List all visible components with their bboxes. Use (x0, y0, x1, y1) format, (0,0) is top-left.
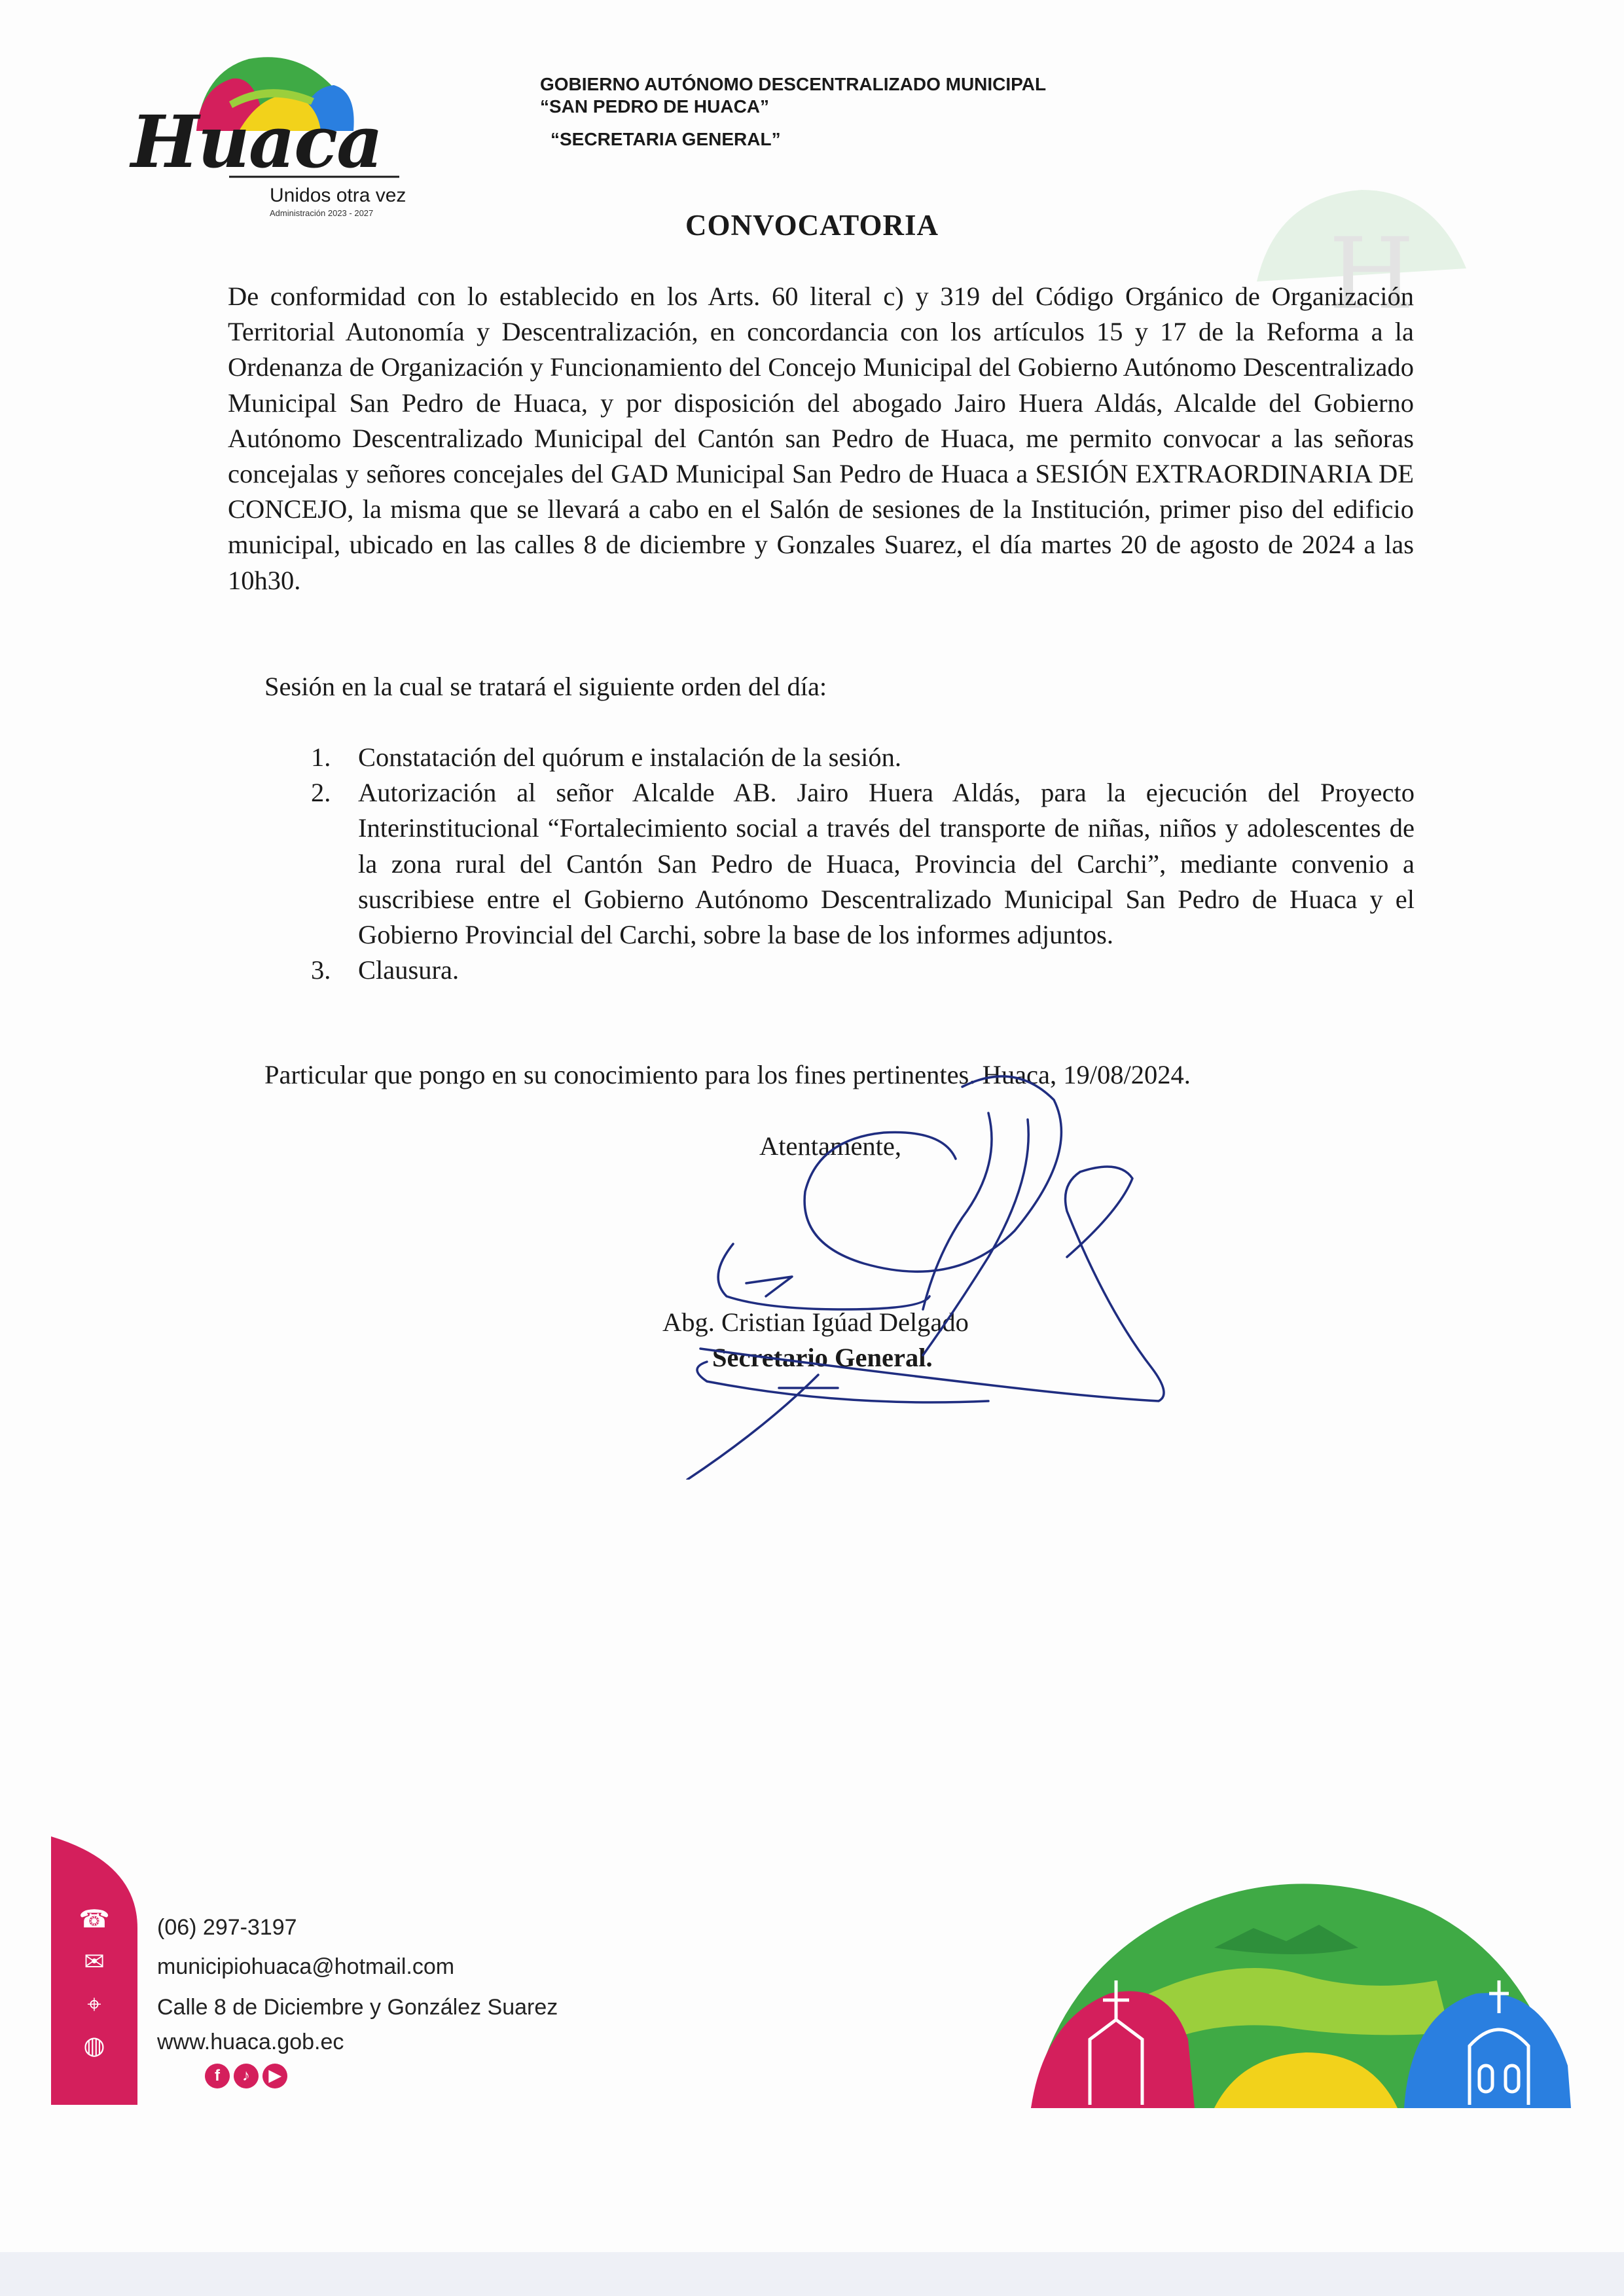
closing-line: Particular que pongo en su conocimiento para los fines pertinentes. Huaca, 19/08/2024. (264, 1060, 1191, 1089)
header-line-1: GOBIERNO AUTÓNOMO DESCENTRALIZADO MUNICIPAL (540, 74, 1047, 94)
header-institution (540, 73, 1046, 151)
header-line-2: “SAN PEDRO DE HUACA” (540, 96, 770, 117)
phone-icon: ☎ (79, 1904, 110, 1933)
globe-icon: ◍ (83, 2031, 105, 2060)
huaca-logo (124, 52, 412, 229)
logo-admin: Administración 2023 - 2027 (270, 208, 374, 218)
signer-title: Secretario General. (712, 1343, 933, 1372)
youtube-icon[interactable]: ▶ (262, 2064, 287, 2088)
agenda-list (0, 740, 1624, 988)
agenda-intro: Sesión en la cual se tratará el siguiente orden del día: (264, 672, 827, 701)
logo-slogan: Unidos otra vez (270, 185, 406, 206)
location-icon: ⌖ (87, 1990, 101, 2018)
facebook-icon[interactable]: f (205, 2064, 230, 2088)
agenda-item-number: 1. (311, 742, 331, 772)
agenda-item-text: Clausura. (358, 955, 460, 985)
agenda-item (0, 775, 1624, 953)
document-title: CONVOCATORIA (685, 209, 939, 242)
logo-wordmark: Huaca (131, 100, 382, 184)
page-bottom-strip (0, 2252, 1624, 2296)
agenda-item (0, 740, 1624, 775)
agenda-item-number: 2. (311, 778, 331, 808)
header-line-3: “SECRETARIA GENERAL” (550, 129, 781, 149)
agenda-item (0, 953, 1624, 988)
svg-text:H: H (1329, 217, 1415, 331)
agenda-item-text: Autorización al señor Alcalde AB. Jairo Huera Aldás, para la ejecución del Proyecto Interinstitucional “Fortalecimiento social a través del transporte de niñas, niños y adolescentes de la zona rural del Cantón San Pedro de Huaca, Provincia del Carchi”, mediante convenio a suscribiese entre el Gobierno Autónomo Descentralizado Municipal San Pedro de Huaca y el Gobierno Provincial del Carchi, sobre la base de los informes adjuntos. (358, 778, 1415, 950)
agenda-item-text: Constatación del quórum e instalación de la sesión. (358, 742, 902, 772)
handwritten-signature (648, 1061, 1185, 1480)
footer-phone: (06) 297-3197 (157, 1915, 297, 1940)
tiktok-icon[interactable]: ♪ (234, 2064, 259, 2088)
intro-paragraph: De conformidad con lo establecido en los Arts. 60 literal c) y 319 del Código Orgánico de Organización Territorial Autonomía y Descentralización, en concordancia con los artículos 15 y 17 de la Reforma a la Ordenanza de Organización y Funcionamiento del Concejo Municipal del Gobierno Autónomo Descentralizado Municipal San Pedro de Huaca, y por disposición del abogado Jairo Huera Aldás, Alcalde del Gobierno Autónomo Descentralizado Municipal del Cantón san Pedro de Huaca, me permito convocar a las señoras concejalas y señores concejales del GAD Municipal San Pedro de Huaca a SESIÓN EXTRAORDINARIA DE CONCEJO, la misma que se llevará a cabo en el Salón de sesiones de la Institución, primer piso del edificio municipal, ubicado en las calles 8 de diciembre y Gonzales Suarez, el día martes 20 de agosto de 2024 a las 10h30. (228, 282, 1414, 595)
social-links (205, 2064, 291, 2092)
footer-address: Calle 8 de Diciembre y González Suarez (157, 1995, 558, 2020)
footer-email: municipiohuaca@hotmail.com (157, 1954, 455, 1979)
regards-text: Atentamente, (759, 1131, 902, 1161)
footer-landscape-illustration (1018, 1869, 1581, 2111)
signer-name: Abg. Cristian Igúad Delgado (662, 1307, 969, 1337)
agenda-item-number: 3. (311, 955, 331, 985)
footer-website: www.huaca.gob.ec (157, 2030, 344, 2054)
mail-icon: ✉ (84, 1947, 105, 1976)
